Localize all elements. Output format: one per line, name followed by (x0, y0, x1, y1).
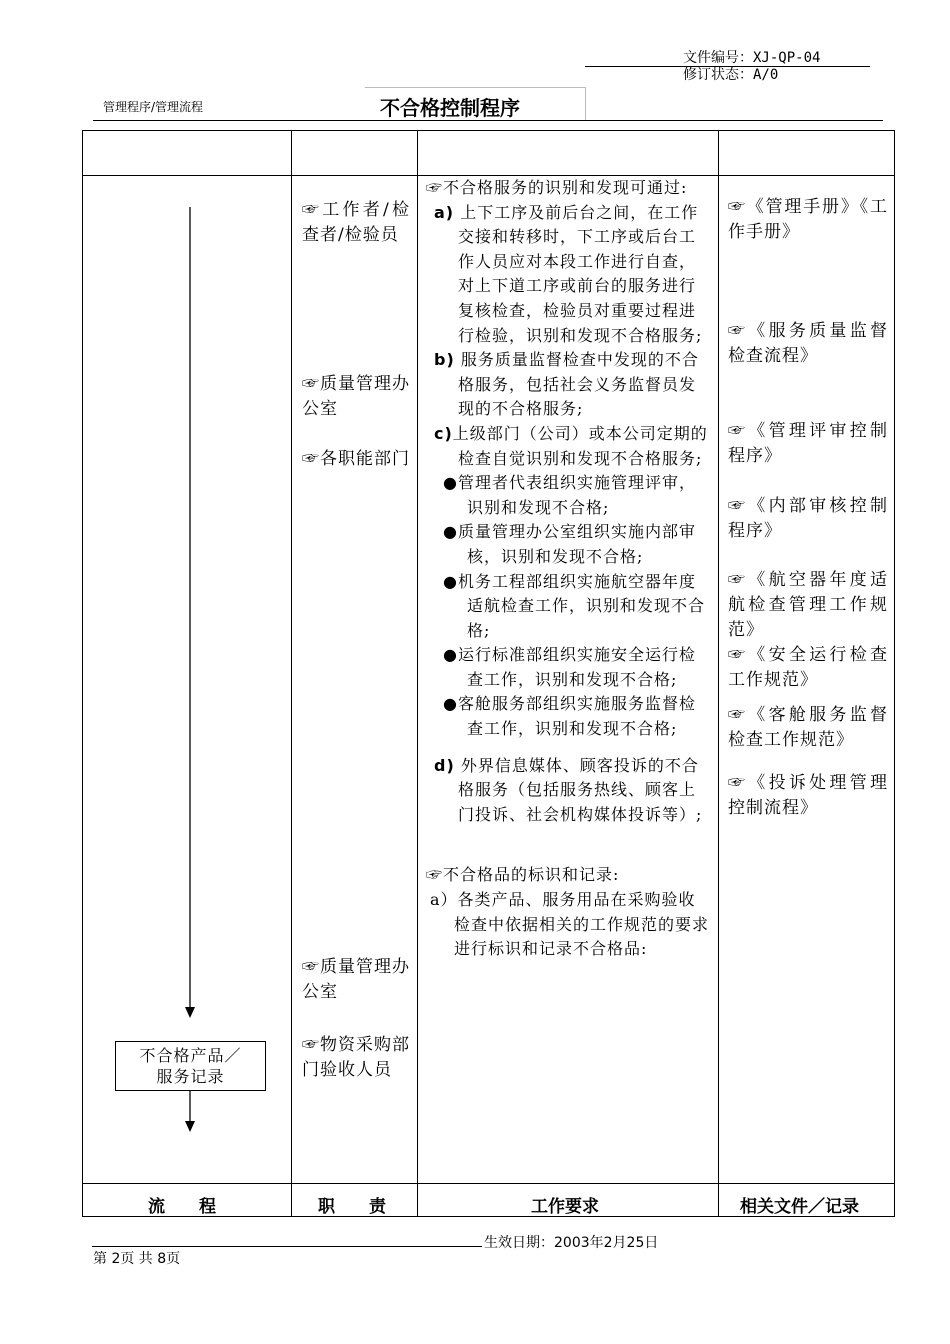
column-divider-2 (417, 130, 418, 1217)
row-divider-bottom (82, 1183, 895, 1184)
related-doc-7: ☞《客舱服务监督检查工作规范》 (728, 705, 888, 750)
flow-step-nonconforming-record (115, 1041, 266, 1091)
duty-procurement: ☞物资采购部门验收人员 (302, 1035, 410, 1080)
flow-arrow-head (185, 1007, 195, 1018)
req-a-text: 上下工序及前后台之间，在工作交接和转移时，下工序或后台工作人员应对本段工作进行自查，对上下道工序或前台的服务进行复核检查，检验员对重要过程进行检验，识别和发现不合格服务; (454, 202, 703, 345)
column-label-flow: 流 程 (148, 1197, 216, 1217)
column-label-requirements: 工作要求 (531, 1197, 599, 1217)
column-label-duty: 职 责 (318, 1197, 386, 1217)
duty-quality-office-2: ☞质量管理办公室 (302, 957, 410, 1002)
req-b (434, 348, 712, 422)
req-d-label: d) (434, 755, 455, 775)
effective-date: 生效日期：2003年2月25日 (484, 1235, 659, 1251)
flow-diagram (82, 175, 291, 1183)
req-intro: ☞不合格服务的识别和发现可通过: (426, 178, 688, 197)
doc-number: 文件编号：XJ-QP-04 (683, 50, 821, 66)
revision-status: 修订状态：A/0 (683, 67, 779, 83)
related-doc-4: ☞《内部审核控制程序》 (728, 496, 888, 541)
related-doc-8: ☞《投诉处理管理控制流程》 (728, 773, 888, 818)
related-doc-3: ☞《管理评审控制程序》 (728, 421, 888, 466)
req-bullet-2: ●质量管理办公室组织实施内部审核，识别和发现不合格; (443, 522, 696, 566)
header-rule (93, 120, 883, 121)
req-bullet-1: ●管理者代表组织实施管理评审，识别和发现不合格; (443, 473, 696, 517)
requirements-column (426, 176, 712, 962)
req-intro-2: ☞不合格品的标识和记录: (426, 865, 620, 885)
column-divider-1 (291, 130, 292, 1217)
req-bullet-3: ●机务工程部组织实施航空器年度适航检查工作，识别和发现不合格; (443, 571, 706, 640)
header-category: 管理程序/管理流程 (103, 100, 204, 114)
page-number: 第 2页 共 8页 (93, 1251, 181, 1267)
req-a-label: a) (434, 202, 455, 222)
column-label-records: 相关文件／记录 (740, 1197, 859, 1217)
req-b-label: b) (434, 350, 455, 370)
header-top-rule (585, 66, 870, 67)
req-bullet-4: ●运行标准部组织实施安全运行检查工作，识别和发现不合格; (443, 645, 696, 689)
flow-step-label-1: 不合格产品／ (139, 1046, 242, 1065)
req-a (434, 201, 712, 349)
flow-step-label-2: 服务记录 (156, 1067, 225, 1086)
duty-quality-office: ☞质量管理办公室 (302, 374, 410, 419)
flow-arrow-head-2 (185, 1121, 195, 1132)
related-doc-5: ☞《航空器年度适航检查管理工作规范》 (728, 570, 888, 640)
related-doc-2: ☞《服务质量监督检查流程》 (728, 321, 888, 366)
column-divider-3 (718, 130, 719, 1217)
page-title: 不合格控制程序 (380, 96, 520, 120)
req-bullet-5: ●客舱服务部组织实施服务监督检查工作，识别和发现不合格; (443, 694, 696, 739)
req-d-text: 外界信息媒体、顾客投诉的不合格服务（包括服务热线、顾客上门投诉、社会机构媒体投诉等）; (454, 755, 703, 824)
related-doc-6: ☞《安全运行检查工作规范》 (728, 645, 888, 690)
req-c (434, 422, 712, 471)
duty-inspector: ☞工作者/检查者/检验员 (302, 200, 410, 245)
req-d (434, 754, 712, 828)
req-c-text: 上级部门（公司）或本公司定期的检查自觉识别和发现不合格服务; (452, 423, 708, 468)
req-a2: a）各类产品、服务用品在采购验收检查中依据相关的工作规范的要求进行标识和记录不合格品: (430, 890, 710, 959)
related-doc-1: ☞《管理手册》《工作手册》 (728, 197, 888, 242)
req-b-text: 服务质量监督检查中发现的不合格服务，包括社会义务监督员发现的不合格服务; (454, 350, 699, 419)
duty-functional-depts: ☞各职能部门 (302, 449, 410, 469)
document-meta (683, 50, 820, 84)
footer-rule (92, 1246, 482, 1247)
req-c-label: c) (434, 423, 453, 443)
